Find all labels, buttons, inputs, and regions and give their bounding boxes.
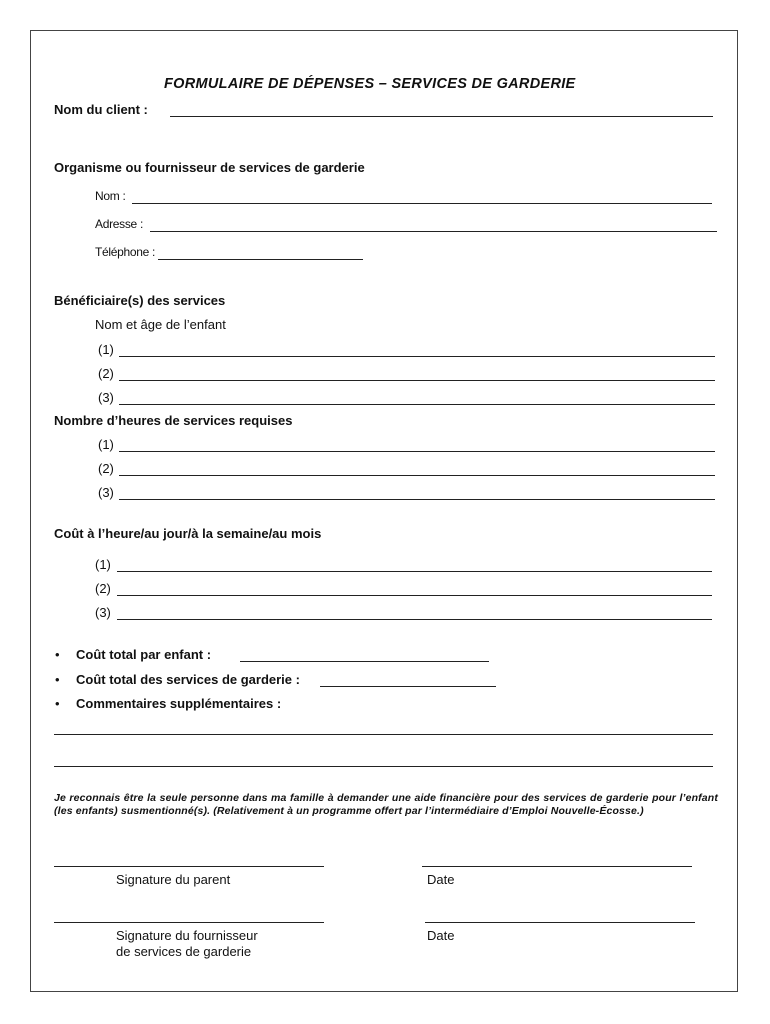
hours-number-label: (1)	[98, 437, 114, 452]
provider-phone-field[interactable]	[158, 259, 363, 260]
provider-signature-label-line2: de services de garderie	[116, 944, 252, 959]
client-name-label: Nom du client :	[54, 102, 148, 117]
hours-2-field[interactable]	[119, 475, 715, 476]
child-3-field[interactable]	[119, 404, 715, 405]
bullet-icon: •	[55, 647, 60, 662]
cost-heading: Coût à l’heure/au jour/à la semaine/au mois	[54, 526, 322, 541]
provider-section-heading: Organisme ou fournisseur de services de garderie	[54, 160, 365, 175]
provider-signature-label: Signature du fournisseur	[116, 928, 258, 943]
cost-2-field[interactable]	[117, 595, 712, 596]
hours-1-field[interactable]	[119, 451, 715, 452]
cost-number-label: (1)	[95, 557, 111, 572]
child-number-label: (3)	[98, 390, 114, 405]
bullet-icon: •	[55, 696, 60, 711]
child-number-label: (2)	[98, 366, 114, 381]
provider-name-field[interactable]	[132, 203, 712, 204]
total-services-label: Coût total des services de garderie :	[76, 672, 300, 687]
provider-date-field[interactable]	[425, 922, 695, 923]
cost-3-field[interactable]	[117, 619, 712, 620]
parent-date-field[interactable]	[422, 866, 692, 867]
beneficiaries-heading: Bénéficiaire(s) des services	[54, 293, 226, 308]
child-number-label: (1)	[98, 342, 114, 357]
cost-number-label: (3)	[95, 605, 111, 620]
parent-date-label: Date	[427, 872, 455, 887]
comments-line-1[interactable]	[54, 734, 713, 735]
child-1-field[interactable]	[119, 356, 715, 357]
provider-address-label: Adresse :	[95, 217, 143, 231]
hours-heading: Nombre d’heures de services requises	[54, 413, 293, 428]
parent-signature-label: Signature du parent	[116, 872, 231, 887]
provider-date-label: Date	[427, 928, 455, 943]
total-per-child-field[interactable]	[240, 661, 489, 662]
total-per-child-label: Coût total par enfant :	[76, 647, 212, 662]
comments-label: Commentaires supplémentaires :	[76, 696, 282, 711]
total-services-field[interactable]	[320, 686, 496, 687]
cost-1-field[interactable]	[117, 571, 712, 572]
cost-number-label: (2)	[95, 581, 111, 596]
comments-line-2[interactable]	[54, 766, 713, 767]
child-name-age-label: Nom et âge de l’enfant	[95, 317, 226, 332]
provider-signature-field[interactable]	[54, 922, 324, 923]
provider-address-field[interactable]	[150, 231, 717, 232]
declaration-text: Je reconnais être la seule personne dans ma famille à demander une aide financière pour des services de garderie pour l’enfant (les enfants) susmentionné(s). (Relativement à un programme offert par l’intermédiaire d’Emploi Nouvelle-Écosse.)	[54, 792, 718, 817]
child-2-field[interactable]	[119, 380, 715, 381]
parent-signature-field[interactable]	[54, 866, 324, 867]
hours-number-label: (2)	[98, 461, 114, 476]
form-title: FORMULAIRE DE DÉPENSES – SERVICES DE GARDERIE	[164, 76, 576, 92]
hours-3-field[interactable]	[119, 499, 715, 500]
client-name-field[interactable]	[170, 116, 713, 117]
hours-number-label: (3)	[98, 485, 114, 500]
bullet-icon: •	[55, 672, 60, 687]
provider-name-label: Nom :	[95, 189, 126, 203]
provider-phone-label: Téléphone :	[95, 245, 156, 259]
